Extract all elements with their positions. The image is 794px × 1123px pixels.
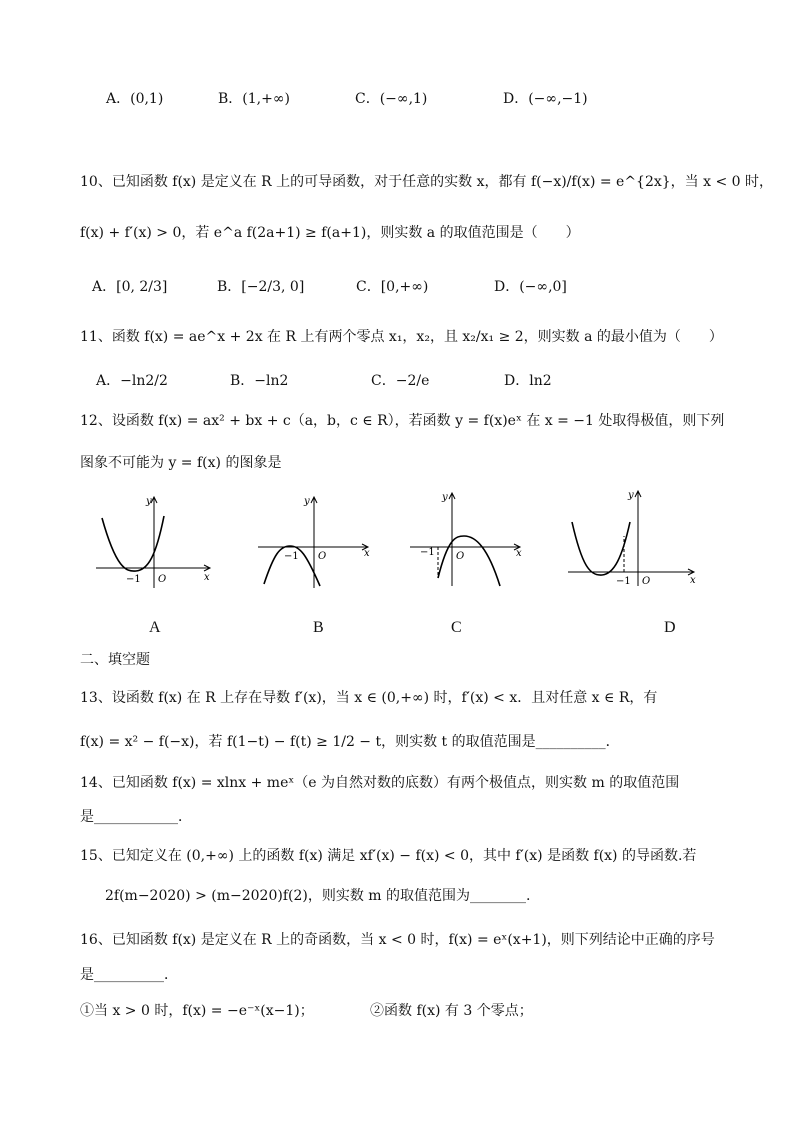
q9-option-b: B．(1,+∞) bbox=[218, 91, 290, 107]
q16-item2: ②函数 f(x) 有 3 个零点； bbox=[370, 1003, 533, 1019]
graph-a-x-label: x bbox=[204, 572, 210, 583]
q13-line1: 13、设函数 f(x) 在 R 上存在导数 f′(x)，当 x ∈ (0,+∞) 时，f′(x) < x．且对任意 x ∈ R，有 bbox=[80, 690, 658, 706]
q11-option-d: D．ln2 bbox=[504, 373, 552, 389]
q10-option-c: C．[0,+∞) bbox=[356, 279, 429, 295]
graph-d-origin: O bbox=[642, 576, 651, 587]
q13-line2: f(x) = x² − f(−x)，若 f(1−t) − f(t) ≥ 1/2 − t，则实数 t 的取值范围是__________． bbox=[80, 734, 620, 750]
q10-option-d: D．(−∞,0] bbox=[494, 279, 567, 295]
section-heading-fill-in: 二、填空题 bbox=[80, 652, 150, 668]
graph-b-y-label: y bbox=[304, 496, 310, 507]
q10-line1: 10、已知函数 f(x) 是定义在 R 上的可导函数，对于任意的实数 x，都有 f(−x)/f(x) = e^{2x}，当 x < 0 时， bbox=[80, 174, 773, 190]
graph-b bbox=[256, 492, 376, 592]
q16-line2: 是__________． bbox=[80, 967, 178, 983]
q16-item1: ①当 x > 0 时，f(x) = −e⁻ˣ(x−1)； bbox=[80, 1003, 314, 1019]
graph-a-curve bbox=[102, 516, 164, 571]
graph-c bbox=[408, 486, 528, 592]
graph-a-tick-neg1: −1 bbox=[126, 574, 141, 585]
q11-option-b: B．−ln2 bbox=[230, 373, 289, 389]
q15-line2: 2f(m−2020) > (m−2020)f(2)，则实数 m 的取值范围为________. bbox=[105, 888, 531, 904]
q10-option-b: B．[−2/3, 0] bbox=[217, 279, 305, 295]
q12-line1: 12、设函数 f(x) = ax² + bx + c（a，b，c ∈ R），若函数 y = f(x)eˣ 在 x = −1 处取得极值，则下列 bbox=[80, 413, 725, 429]
graph-c-tick-neg1: −1 bbox=[420, 547, 435, 558]
graph-caption-a: A bbox=[149, 619, 161, 636]
q10-line2: f(x) + f′(x) > 0，若 e^a f(2a+1) ≥ f(a+1)，则实数 a 的取值范围是（ ） bbox=[80, 225, 580, 241]
q11-option-c: C．−2/e bbox=[371, 373, 430, 389]
graph-caption-c: C bbox=[451, 619, 462, 636]
graph-caption-b: B bbox=[313, 619, 324, 636]
q9-option-d: D．(−∞,−1) bbox=[503, 91, 588, 107]
q11-text: 11、函数 f(x) = ae^x + 2x 在 R 上有两个零点 x₁，x₂，且 x₂/x₁ ≥ 2，则实数 a 的最小值为（ ） bbox=[80, 329, 723, 345]
graph-caption-d: D bbox=[664, 619, 676, 636]
graph-a-y-label: y bbox=[146, 496, 152, 507]
q14-line2: 是____________． bbox=[80, 809, 192, 825]
graph-d-y-label: y bbox=[628, 490, 634, 501]
graph-a-origin: O bbox=[158, 574, 167, 585]
q11-option-a: A．−ln2/2 bbox=[96, 373, 168, 389]
graph-c-x-label: x bbox=[516, 548, 522, 559]
q12-line2: 图象不可能为 y = f(x) 的图象是 bbox=[80, 455, 282, 471]
graph-b-x-label: x bbox=[364, 548, 370, 559]
graph-d bbox=[566, 486, 700, 592]
q10-option-a: A．[0, 2/3] bbox=[92, 279, 168, 295]
graph-b-tick-neg1: −1 bbox=[284, 551, 299, 562]
q16-line1: 16、已知函数 f(x) 是定义在 R 上的奇函数，当 x < 0 时，f(x) = eˣ(x+1)，则下列结论中正确的序号 bbox=[80, 932, 715, 948]
graph-d-x-label: x bbox=[690, 575, 696, 586]
graph-c-curve bbox=[438, 536, 500, 586]
graph-a bbox=[92, 492, 222, 592]
q14-line1: 14、已知函数 f(x) = xlnx + meˣ（e 为自然对数的底数）有两个极值点，则实数 m 的取值范围 bbox=[80, 775, 680, 791]
q15-line1: 15、已知定义在 (0,+∞) 上的函数 f(x) 满足 xf′(x) − f(x) < 0，其中 f′(x) 是函数 f(x) 的导函数.若 bbox=[80, 848, 697, 864]
q9-option-a: A．(0,1) bbox=[106, 91, 164, 107]
graph-c-origin: O bbox=[456, 551, 465, 562]
graph-d-tick-neg1: −1 bbox=[616, 576, 631, 587]
q9-option-c: C．(−∞,1) bbox=[355, 91, 428, 107]
graph-d-curve bbox=[572, 522, 630, 575]
graph-c-y-label: y bbox=[442, 492, 448, 503]
graph-b-origin: O bbox=[318, 551, 327, 562]
